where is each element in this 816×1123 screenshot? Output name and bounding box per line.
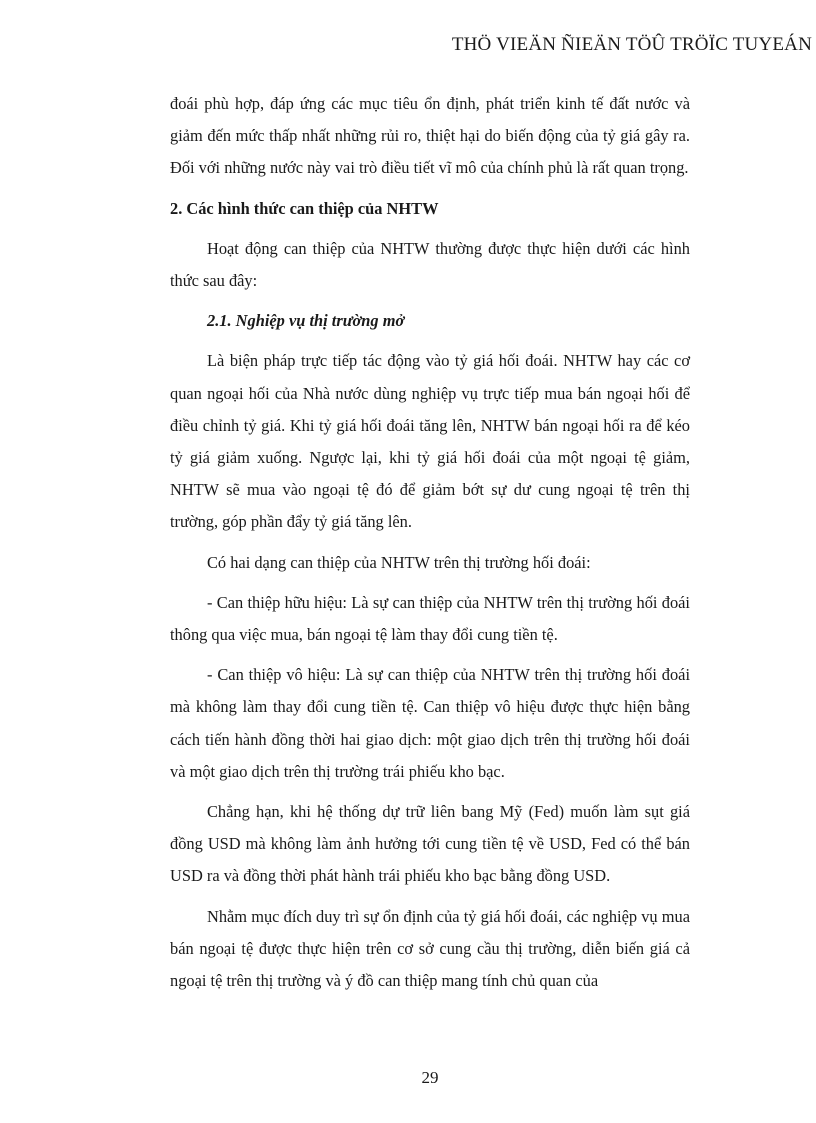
- page-body: [170, 88, 690, 1005]
- paragraph-last: Nhằm mục đích duy trì sự ổn định của tỷ giá hối đoái, các nghiệp vụ mua bán ngoại tệ được thực hiện trên cơ sở cung cầu thị trường, diễn biến giá cả ngoại tệ trên thị trường và ý đồ can thiệp mang tính chủ quan của: [170, 906, 690, 991]
- paragraph-example: Chẳng hạn, khi hệ thống dự trữ liên bang Mỹ (Fed) muốn làm sụt giá đồng USD mà không làm ảnh hưởng tới cung tiền tệ về USD, Fed có thể bán USD ra và đồng thời phát hành trái phiếu kho bạc bằng đồng USD.: [170, 802, 690, 886]
- paragraph-continued: đoái phù hợp, đáp ứng các mục tiêu ổn định, phát triển kinh tế đất nước và giảm đến mức thấp nhất những rủi ro, thiệt hại do biến động của tỷ giá gây ra. Đối với những nước này vai trò điều tiết vĩ mô của chính phủ là rất quan trọng.: [170, 94, 690, 178]
- subsection-heading: 2.1. Nghiệp vụ thị trường mở: [207, 311, 405, 331]
- paragraph-intro: Hoạt động can thiệp của NHTW thường được thực hiện dưới các hình thức sau đây:: [170, 238, 690, 291]
- paragraph-two-forms: Có hai dạng can thiệp của NHTW trên thị trường hối đoái:: [207, 552, 591, 572]
- page-number: 29: [421, 1068, 439, 1087]
- page-header-title: THÖ VIEÄN ÑIEÄN TÖÛ TRÖÏC TUYEÁN: [451, 34, 812, 55]
- paragraph-effective-intervention: - Can thiệp hữu hiệu: Là sự can thiệp của NHTW trên thị trường hối đoái thông qua việc mua, bán ngoại tệ làm thay đổi cung tiền tệ.: [170, 592, 690, 645]
- paragraph-open-market: Là biện pháp trực tiếp tác động vào tỷ giá hối đoái. NHTW hay các cơ quan ngoại hối của Nhà nước dùng nghiệp vụ trực tiếp mua bán ngoại hối để điều chỉnh tỷ giá. Khi tỷ giá hối đoái tăng lên, NHTW bán ngoại hối ra để kéo tỷ giá giảm xuống. Ngược lại, khi tỷ giá hối đoái của một ngoại tệ giảm, NHTW sẽ mua vào ngoại tệ đó để giảm bớt sự dư cung ngoại tệ trên thị trường, góp phần đẩy tỷ giá tăng lên.: [170, 351, 690, 532]
- section-heading: 2. Các hình thức can thiệp của NHTW: [170, 198, 439, 218]
- paragraph-sterilized-intervention: - Can thiệp vô hiệu: Là sự can thiệp của NHTW trên thị trường hối đoái mà không làm thay đổi cung tiền tệ. Can thiệp vô hiệu được thực hiện bằng cách tiến hành đồng thời hai giao dịch: một giao dịch trên thị trường hối đoái và một giao dịch trên thị trường trái phiếu kho bạc.: [170, 665, 690, 781]
